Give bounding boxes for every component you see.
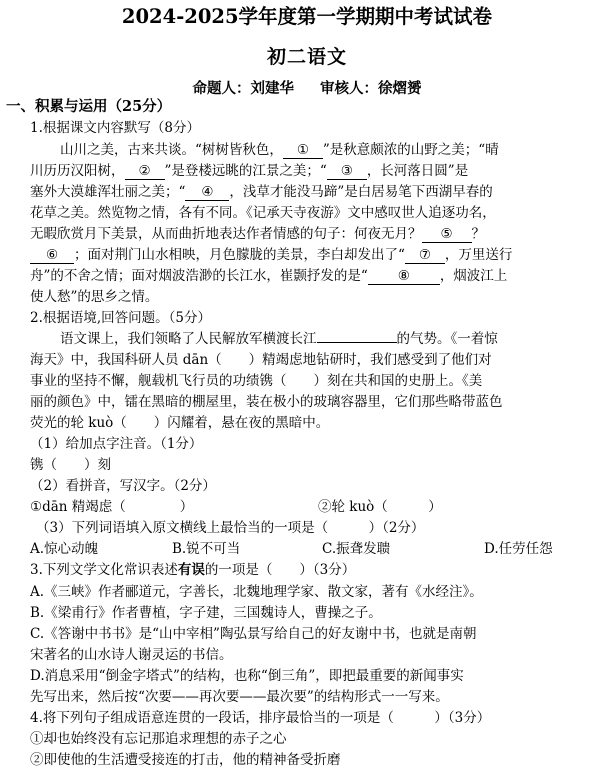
q1-line-1: 山川之美，古来共谈。“树树皆秋色， ① ”是秋意颇浓的山野之美；“晴 (60, 142, 499, 158)
q1-line-8: 使人愁”的思乡之情。 (30, 289, 159, 305)
q3-option-c-line1[interactable]: C.《答谢中书书》是“山中宰相”陶弘景写给自己的好友谢中书，也就是南朝 (30, 626, 477, 642)
authors-line (0, 80, 614, 98)
q2-sub3-label: （3）下列词语填入原文横线上最恰当的一项是（ ）（2分） (36, 520, 425, 536)
reviewer-label: 审核人：徐熠赟 (320, 80, 422, 97)
option-c[interactable]: C.振聋发聩 (322, 541, 391, 557)
blank-4[interactable]: ④ (185, 185, 229, 201)
q3-option-c-line2: 宋著名的山水诗人谢灵运的书信。 (30, 647, 233, 663)
q3-option-d-line1[interactable]: D.消息采用“倒金字塔式”的结构，也称“倒三角”，即把最重要的新闻事实 (30, 668, 464, 684)
option-a[interactable]: A.惊心动魄 (30, 541, 99, 557)
blank-8[interactable]: ⑧ (368, 269, 440, 285)
q1-line-2: 川历历汉阳树， ② ”是登楼远眺的江景之美；“ ③ ，长河落日圆”是 (30, 163, 469, 179)
q3-option-a[interactable]: A.《三峡》作者郦道元，字善长，北魏地理学家、散文家，著有《水经注》。 (30, 584, 483, 600)
q2-passage-5: 荧光的轮 kuò（ ）闪耀着，悬在夜的黑暗中。 (30, 415, 330, 431)
q3-option-d-line2: 先写出来，然后按“次要——再次要——最次要”的结构形式一一写来。 (30, 689, 449, 705)
q2-passage-2: 海天》中，我国科研人员 dān（ ）精竭虑地钻研时，我们感受到了他们对 (30, 352, 492, 368)
blank-2[interactable]: ② (125, 164, 165, 180)
q2-sub2-label: （2）看拼音，写汉字。（2分） (30, 478, 216, 494)
passage-blank[interactable] (317, 342, 397, 343)
q1-line-6: ⑥ ；面对荆门山水相映，月色朦胧的美景，李白却发出了“ ⑦ ，万里送行 (30, 246, 512, 264)
q3-option-b[interactable]: B.《梁甫行》作者曹植，字子建，三国魏诗人，曹操之子。 (30, 605, 382, 621)
q4-sentence-2: ②即使他的生活遭受接连的打击，他的精神备受折磨 (30, 752, 341, 768)
q1-line-3: 塞外大漠雄浑壮丽之美；“ ④ ，浅草才能没马蹄”是白居易笔下西湖早春的 (30, 184, 493, 200)
q1-stem: 1.根据课文内容默写（8分） (30, 120, 200, 136)
q3-stem: 3.下列文学文化常识表述有误的一项是（ ）（3分） (30, 562, 356, 578)
blank-5[interactable]: ⑤ (422, 227, 472, 243)
q2-stem: 2.根据语境,回答问题。（5分） (30, 310, 212, 326)
q2-sub2-b[interactable]: ②轮 kuò（ ） (318, 499, 442, 515)
q2-sub1-label: （1）给加点字注音。（1分） (30, 436, 203, 452)
q2-sub2-a[interactable]: ①dān 精竭虑（ ） (30, 499, 194, 515)
q4-sentence-1: ①却也始终没有忘记那追求理想的赤子之心 (30, 731, 287, 747)
q1-line-4: 花草之美。然览物之情，各有不同。《记承天寺夜游》文中感叹世人追逐功名， (30, 205, 496, 221)
option-d[interactable]: D.任劳任怨 (484, 541, 553, 557)
blank-6[interactable]: ⑥ (30, 248, 74, 264)
q1-line-5: 无暇欣赏月下美景，从而曲折地表达作者情感的句子：何夜无月？ ⑤ ？ (30, 226, 485, 242)
section-heading: 一、积累与运用（25分） (6, 98, 172, 115)
exam-subtitle: 初二语文 (266, 46, 347, 68)
q2-passage-3: 事业的坚持不懈，舰载机飞行员的功绩镌（ ）刻在共和国的史册上。《美 (30, 373, 483, 389)
q2-passage-1: 语文课上，我们领略了人民解放军横渡长江 的气势。《一着惊 (60, 331, 498, 347)
q2-sub1-answer[interactable]: 镌（ ）刻 (30, 457, 111, 473)
blank-7[interactable]: ⑦ (405, 248, 445, 264)
exam-title: 2024-2025学年度第一学期期中考试试卷 (121, 5, 493, 28)
blank-1[interactable]: ① (283, 143, 323, 159)
q2-passage-4: 丽的颜色》中，镭在黑暗的棚屋里，装在极小的玻璃容器里，它们那些略带蓝色 (30, 394, 503, 410)
option-b[interactable]: B.锐不可当 (172, 541, 241, 557)
q4-stem: 4.将下列句子组成语意连贯的一段话，排序最恰当的一项是（ ）（3分） (30, 710, 491, 726)
blank-3[interactable]: ③ (327, 164, 367, 180)
q3-emphasis: 有误 (177, 562, 205, 578)
q1-line-7: 舟”的不舍之情；面对烟波浩渺的长江水，崔颢抒发的是“ ⑧ ，烟波江上 (30, 268, 508, 284)
author-label: 命题人：刘建华 (192, 80, 294, 97)
